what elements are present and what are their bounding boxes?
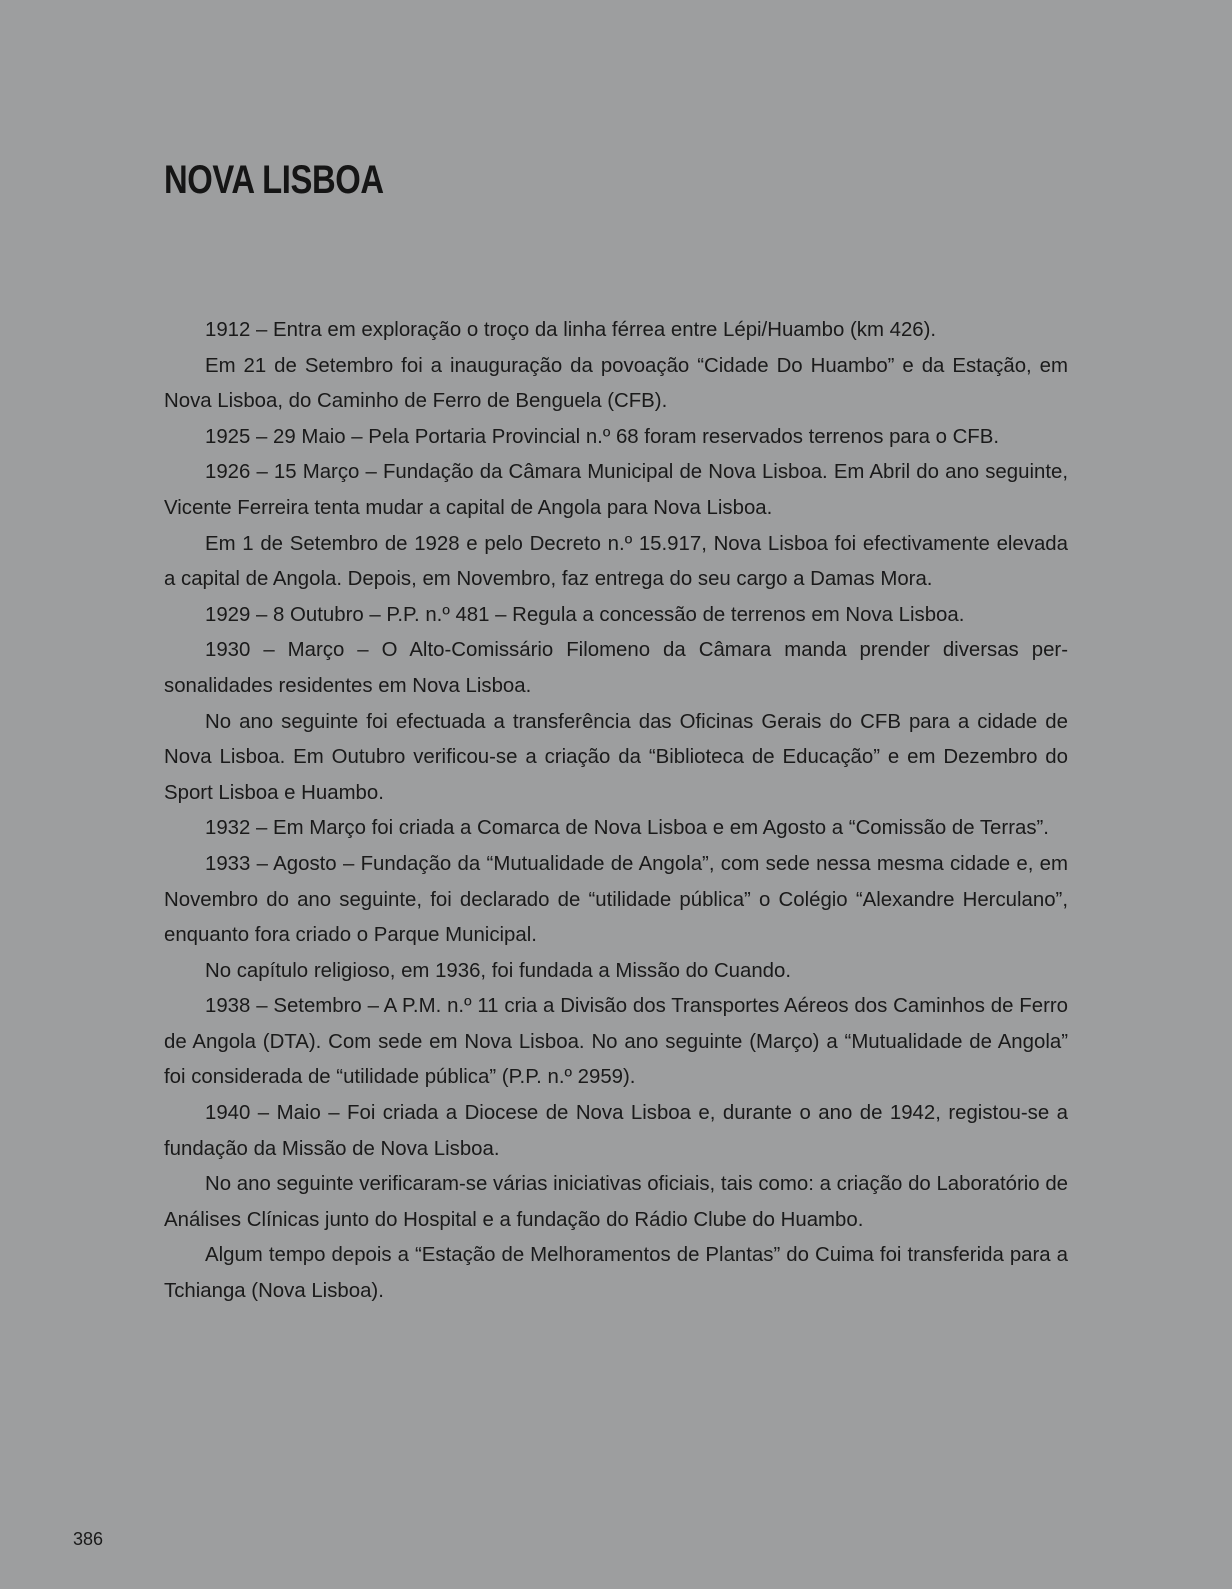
paragraph: 1940 – Maio – Foi criada a Diocese de Nova Lisboa e, durante o ano de 1942, registou-se a fundação da Missão de Nova Lisboa.: [164, 1102, 1068, 1160]
paragraph: 1926 – 15 Março – Fundação da Câmara Municipal de Nova Lisboa. Em Abril do ano seguinte, Vicente Ferreira tenta mudar a capital de Angola para Nova Lisboa.: [164, 461, 1068, 519]
paragraph: 1933 – Agosto – Fundação da “Mutualidade de Angola”, com sede nessa mesma cidade e, em Novembro do ano seguinte, foi declarado de “utilidade pública” o Colégio “Alexandre Herculano”, enquanto fora criado o Parque Municipal.: [164, 852, 1068, 947]
body-text: [164, 313, 1068, 1310]
paragraph: No ano seguinte foi efectuada a transferência das Oficinas Gerais do CFB para a cidade de Nova Lisboa. Em Outubro verificou-se a criação da “Biblioteca de Educação” e em Dezembro do Sport Lisboa e Huambo.: [164, 710, 1068, 804]
paragraph: 1930 – Março – O Alto-Comissário Filomeno da Câmara manda prender diversas personalidades residentes em Nova Lisboa.: [164, 639, 1068, 697]
paragraph: No capítulo religioso, em 1936, foi fundada a Missão do Cuando.: [205, 959, 792, 982]
paragraph: 1929 – 8 Outubro – P.P. n.º 481 – Regula a concessão de terrenos em Nova Lisboa.: [205, 603, 965, 626]
paragraph: Em 21 de Setembro foi a inauguração da povoação “Cidade Do Huambo” e da Estação, em Nova Lisboa, do Caminho de Ferro de Benguela (CFB).: [164, 354, 1068, 413]
paragraph: 1932 – Em Março foi criada a Comarca de Nova Lisboa e em Agosto a “Comissão de Terras”.: [205, 817, 1049, 840]
page-title: NOVA LISBOA: [164, 158, 384, 202]
page-number: 386: [73, 1529, 104, 1549]
paragraph: 1925 – 29 Maio – Pela Portaria Provincial n.º 68 foram reservados terrenos para o CFB.: [205, 425, 1000, 448]
paragraph: 1938 – Setembro – A P.M. n.º 11 cria a Divisão dos Transportes Aéreos dos Caminhos de Ferro de Angola (DTA). Com sede em Nova Lisboa. No ano seguinte (Março) a “Mutualidade de Angola” foi considerada de “utilidade pública” (P.P. n.º 2959).: [164, 995, 1068, 1089]
paragraph: Em 1 de Setembro de 1928 e pelo Decreto n.º 15.917, Nova Lisboa foi efectivamente elevada a capital de Angola. Depois, em Novembro, faz entrega do seu cargo a Damas Mora.: [164, 532, 1068, 591]
paragraph: 1912 – Entra em exploração o troço da linha férrea entre Lépi/Huambo (km 426).: [205, 319, 937, 341]
paragraph: Algum tempo depois a “Estação de Melhoramentos de Plantas” do Cuima foi transferida para a Tchianga (Nova Lisboa).: [164, 1244, 1068, 1303]
paragraph: No ano seguinte verificaram-se várias iniciativas oficiais, tais como: a criação do Laboratório de Análises Clínicas junto do Hospital e a fundação do Rádio Clube do Huambo.: [164, 1173, 1068, 1231]
